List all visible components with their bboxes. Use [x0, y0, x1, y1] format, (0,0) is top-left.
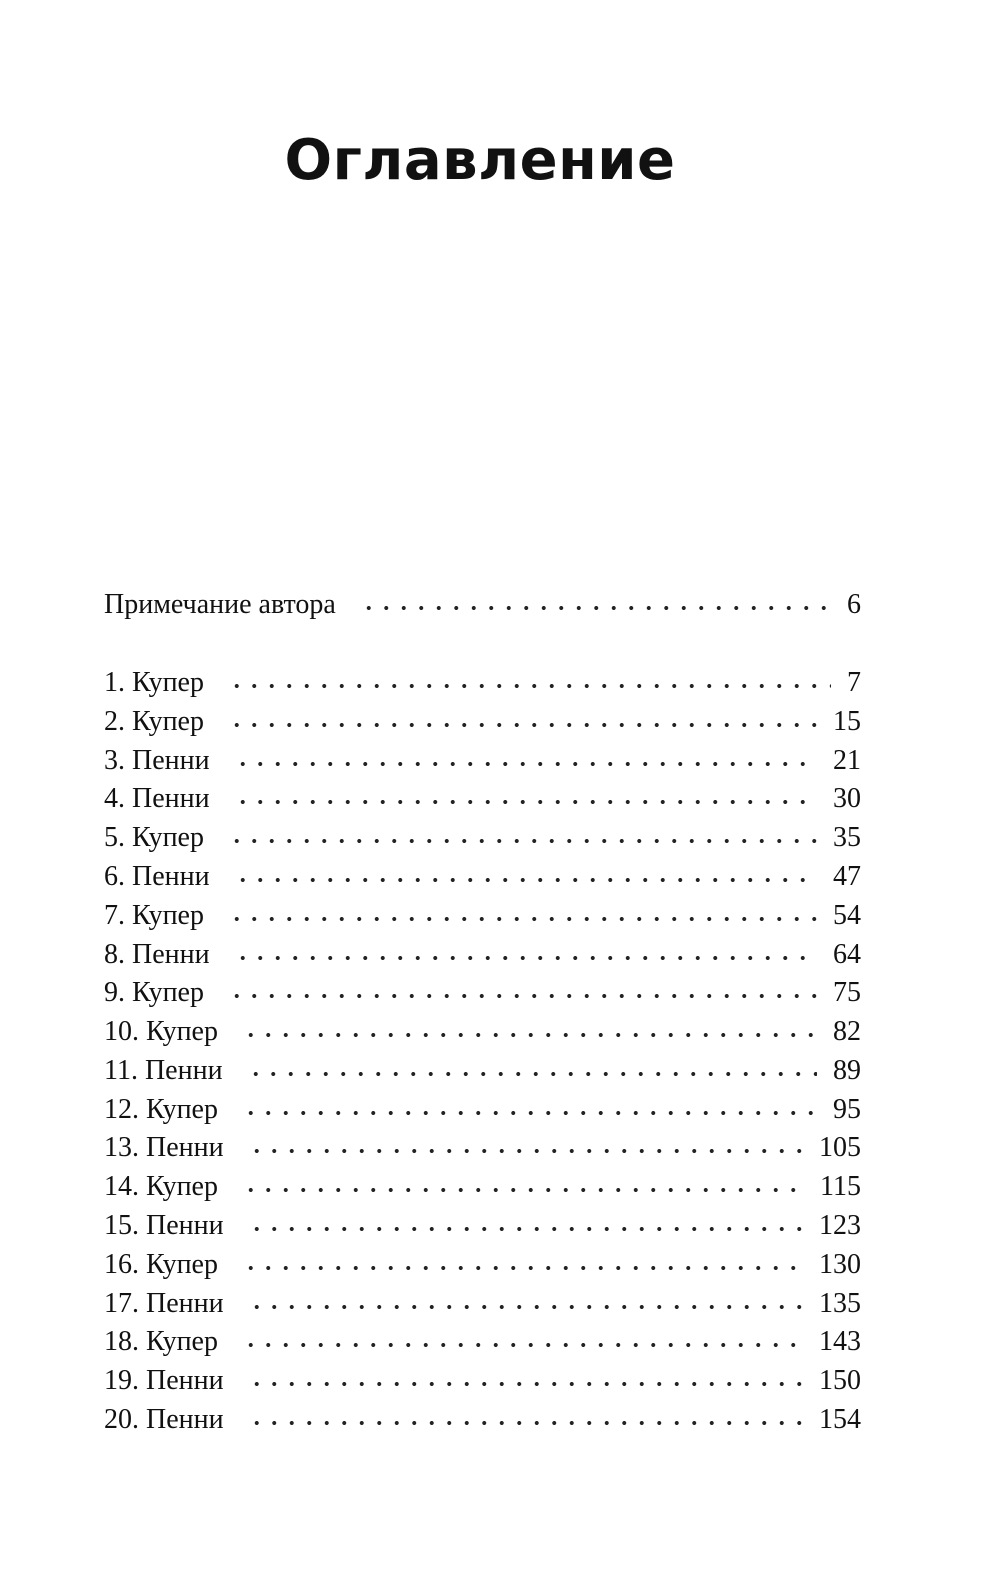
toc-entry-page: 54 — [833, 900, 861, 931]
dot-leader — [234, 761, 817, 767]
toc-entry — [104, 936, 861, 974]
toc-entry-page: 7 — [847, 667, 861, 698]
toc-entry — [104, 1091, 861, 1129]
toc-entry-page: 6 — [847, 589, 861, 620]
toc-entry-label: 1. Купер — [104, 667, 204, 698]
toc-entry-label: 9. Купер — [104, 977, 204, 1008]
dot-leader — [247, 1071, 817, 1077]
toc-entry-label: 4. Пенни — [104, 783, 210, 814]
toc-entry-label: 18. Купер — [104, 1326, 218, 1357]
dot-leader — [234, 799, 817, 805]
toc-entry-label: 2. Купер — [104, 706, 204, 737]
toc-entry — [104, 1401, 861, 1439]
toc-entry-page: 47 — [833, 861, 861, 892]
toc-entry-label: 3. Пенни — [104, 745, 210, 776]
page-title: Оглавление — [284, 128, 676, 193]
toc-entry-page: 130 — [819, 1249, 861, 1280]
toc-entry — [104, 780, 861, 818]
dot-leader — [360, 605, 831, 611]
toc-entry-page: 15 — [833, 706, 861, 737]
dot-leader — [234, 955, 817, 961]
dot-leader — [242, 1110, 817, 1116]
toc-entry — [104, 1168, 861, 1206]
dot-leader — [228, 993, 817, 999]
toc-entry — [104, 1246, 861, 1284]
toc-entry-page: 123 — [819, 1210, 861, 1241]
toc-entry-label: 12. Купер — [104, 1094, 218, 1125]
toc-entry-label: 20. Пенни — [104, 1404, 224, 1435]
toc-entry-label: 13. Пенни — [104, 1132, 224, 1163]
toc-entry-page: 154 — [819, 1404, 861, 1435]
toc-entry — [104, 1052, 861, 1090]
toc-entry-page: 35 — [833, 822, 861, 853]
toc-entry-label: 10. Купер — [104, 1016, 218, 1047]
dot-leader — [228, 916, 817, 922]
toc-entry — [104, 664, 861, 702]
dot-leader — [248, 1381, 803, 1387]
toc-entry — [104, 819, 861, 857]
toc-entry-label: 8. Пенни — [104, 939, 210, 970]
dot-leader — [248, 1304, 803, 1310]
toc-entry-page: 30 — [833, 783, 861, 814]
toc-entry — [104, 1207, 861, 1245]
toc-entry-page: 89 — [833, 1055, 861, 1086]
dot-leader — [248, 1420, 803, 1426]
dot-leader — [242, 1187, 804, 1193]
toc-entry-label: 5. Купер — [104, 822, 204, 853]
toc-entry — [104, 1362, 861, 1400]
toc-entry-label: 7. Купер — [104, 900, 204, 931]
toc-entry — [104, 974, 861, 1012]
toc-entry-page: 150 — [819, 1365, 861, 1396]
toc-entry-page: 135 — [819, 1288, 861, 1319]
toc-entry-page: 64 — [833, 939, 861, 970]
dot-leader — [242, 1032, 817, 1038]
toc-entry-label: 19. Пенни — [104, 1365, 224, 1396]
toc-entry-label: 17. Пенни — [104, 1288, 224, 1319]
toc-entry — [104, 1323, 861, 1361]
dot-leader — [228, 683, 831, 689]
toc-entry-label: 11. Пенни — [104, 1055, 223, 1086]
toc-entry — [104, 858, 861, 896]
dot-leader — [242, 1342, 803, 1348]
toc-entry-page: 95 — [833, 1094, 861, 1125]
toc-entry — [104, 586, 861, 624]
toc-entry-page: 115 — [820, 1171, 861, 1202]
toc-entry — [104, 742, 861, 780]
toc-entry — [104, 1013, 861, 1051]
toc-entry — [104, 1285, 861, 1323]
toc-entry-page: 75 — [833, 977, 861, 1008]
toc-entry — [104, 1129, 861, 1167]
toc-entry — [104, 703, 861, 741]
toc-entry-page: 21 — [833, 745, 861, 776]
toc-entry-label: 15. Пенни — [104, 1210, 224, 1241]
dot-leader — [228, 838, 817, 844]
toc-entry-page: 143 — [819, 1326, 861, 1357]
dot-leader — [234, 877, 817, 883]
toc-entry-page: 105 — [819, 1132, 861, 1163]
toc-entry-label: Примечание автора — [104, 589, 336, 620]
toc-entry-page: 82 — [833, 1016, 861, 1047]
toc-entry-label: 16. Купер — [104, 1249, 218, 1280]
dot-leader — [248, 1226, 803, 1232]
toc-entry — [104, 897, 861, 935]
toc-entry-label: 14. Купер — [104, 1171, 218, 1202]
dot-leader — [242, 1265, 803, 1271]
dot-leader — [248, 1148, 803, 1154]
toc-entry-label: 6. Пенни — [104, 861, 210, 892]
dot-leader — [228, 722, 817, 728]
